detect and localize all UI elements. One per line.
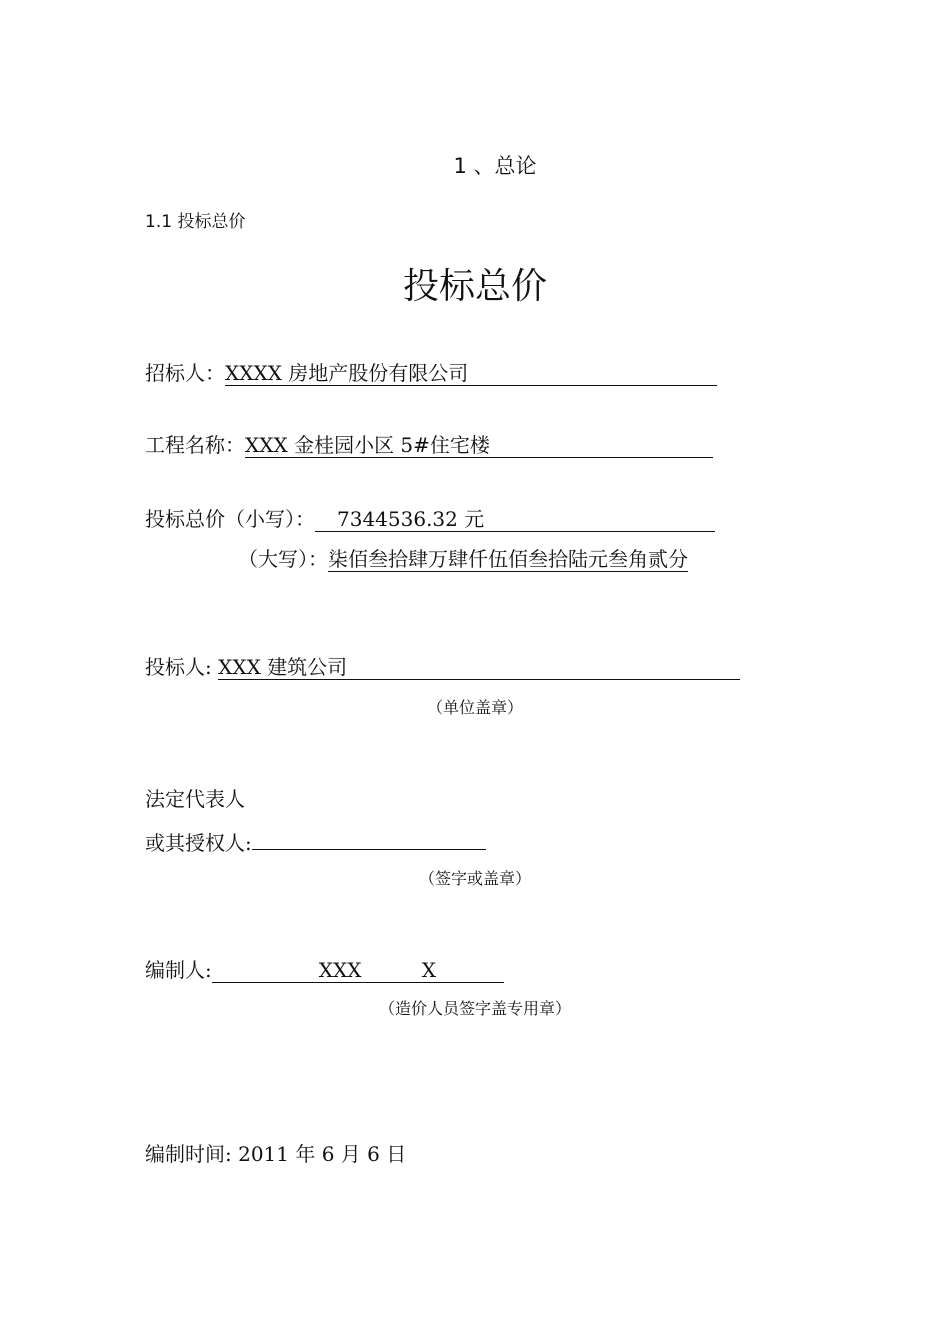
price-words-row xyxy=(238,545,688,573)
tenderer-value: XXXX 房地产股份有限公司 xyxy=(225,361,717,386)
price-numeric-label: 投标总价（小写）： xyxy=(145,507,315,531)
price-numeric-value: 7344536.32 元 xyxy=(315,507,715,532)
representative-signature-line xyxy=(252,825,486,850)
project-value: XXX 金桂园小区 5#住宅楼 xyxy=(245,433,713,458)
preparer-value-line xyxy=(212,958,504,983)
bidder-row xyxy=(145,653,740,681)
price-words-value: 柒佰叁拾肆万肆仟伍佰叁拾陆元叁角贰分 xyxy=(328,547,688,571)
preparer-name: XXX xyxy=(318,958,362,982)
preparer-label: 编制人: xyxy=(145,958,212,982)
preparer-row xyxy=(145,956,504,984)
date-row xyxy=(145,1140,406,1168)
section-heading: 1 、总论 xyxy=(453,154,537,178)
representative-sign-note: （签字或盖章） xyxy=(418,869,531,888)
representative-label-line1: 法定代表人 xyxy=(145,787,245,811)
document-title: 投标总价 xyxy=(402,266,547,307)
bidder-value: XXX 建筑公司 xyxy=(218,655,740,680)
representative-row xyxy=(145,825,486,857)
preparer-name-suffix: X xyxy=(421,958,436,982)
date-label: 编制时间: xyxy=(145,1142,232,1166)
price-words-label: （大写）： xyxy=(238,547,328,571)
tenderer-label: 招标人： xyxy=(145,361,225,385)
bidder-seal-note: （单位盖章） xyxy=(426,698,523,717)
subsection-heading: 1.1 投标总价 xyxy=(145,212,246,232)
representative-label-line2: 或其授权人: xyxy=(145,831,252,855)
project-label: 工程名称： xyxy=(145,433,245,457)
bidder-label: 投标人: xyxy=(145,655,219,679)
project-row xyxy=(145,431,713,459)
price-numeric-row xyxy=(145,505,715,533)
tenderer-row xyxy=(145,359,717,387)
date-value: 2011 年 6 月 6 日 xyxy=(238,1142,407,1166)
preparer-seal-note: （造价人员签字盖专用章） xyxy=(378,999,571,1018)
